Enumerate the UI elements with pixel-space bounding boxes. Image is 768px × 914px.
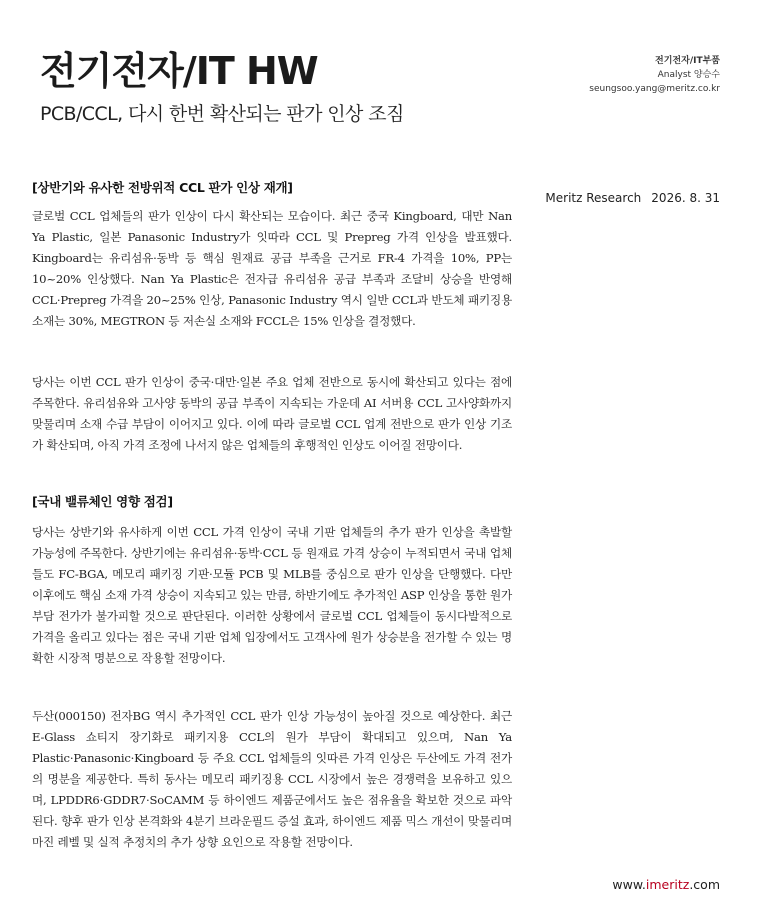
publisher-name: Meritz Research [545,191,642,205]
paragraph-2-1: 당사는 상반기와 유사하게 이번 CCL 가격 인상이 국내 기판 업체들의 추가 판가 인상을 촉발할 가능성에 주목한다. 상반기에는 유리섬유·동박·CCL 등 원재료 가격 상승이 누적되면서 국내 업체들도 FC-BGA, 메모리 패키징 기판·모듈 PCB 및 MLB를 중심으로 판가 인상을 단행했다. 다만 이후에도 핵심 소재 가격 상승이 지속되고 있는 만큼, 하반기에도 추가적인 ASP 인상을 통한 원가 부담 전가가 불가피할 것으로 판단된다. 이러한 상황에서 글로벌 CCL 업체들이 동시다발적으로 가격을 올리고 있다는 점은 국내 기판 업체 입장에서도 고객사에 원가 상승분을 전가할 수 있는 명확한 시장적 명분으로 작용할 전망이다. [32,525,512,665]
paragraph-1-2: 당사는 이번 CCL 판가 인상이 중국·대만·일본 주요 업체 전반으로 동시에 확산되고 있다는 점에 주목한다. 유리섬유와 고사양 동박의 공급 부족이 지속되는 가운데 AI 서버용 CCL 고사양화까지 맞물리며 소재 수급 부담이 이어지고 있다. 이에 따라 글로벌 CCL 업계 전반으로 판가 인상 기조가 확산되며, 아직 가격 조정에 나서지 않은 업체들의 후행적인 인상도 이어질 전망이다. [32,375,512,452]
report-title: PCB/CCL, 다시 한번 확산되는 판가 인상 조짐 [40,103,404,125]
section-heading-1: [상반기와 유사한 전방위적 CCL 판가 인상 재개] [32,180,293,195]
paragraph-2-2: 두산(000150) 전자BG 역시 추가적인 CCL 판가 인상 가능성이 높아질 것으로 예상한다. 최근 E-Glass 쇼티지 장기화로 패키지용 CCL의 원가 부담이 확대되고 있으며, Nan Ya Plastic·Panasonic·Kingboard 등 주요 CCL 업체들의 잇따른 가격 인상은 두산에도 가격 전가의 명분을 제공한다. 특히 동사는 메모리 패키징용 CCL 시장에서 높은 경쟁력을 보유하고 있으며, LPDDR6·GDDR7·SoCAMM 등 하이엔드 제품군에서도 높은 점유율을 확보한 것으로 파악된다. 향후 판가 인상 본격화와 4분기 브라운필드 증설 효과, 하이엔드 제품 믹스 개선이 맞물리며 마진 레벨 및 실적 추정치의 추가 상향 요인으로 작용할 전망이다. [32,709,512,849]
analyst-name: Analyst 양승수 [657,70,720,80]
author-block [589,54,720,96]
analyst-email[interactable]: seungsoo.yang@meritz.co.kr [589,84,720,94]
publish-date: 2026. 8. 31 [651,191,720,205]
footer-url-prefix: www. [612,877,646,892]
footer-url-suffix: .com [689,877,720,892]
footer-url-brand: imeritz [645,877,690,892]
sector-title: 전기전자/IT HW [40,49,318,93]
publish-meta [545,191,720,205]
section-heading-2: [국내 밸류체인 영향 점검] [32,494,173,509]
paragraph-1-1: 글로벌 CCL 업체들의 판가 인상이 다시 확산되는 모습이다. 최근 중국 Kingboard, 대만 Nan Ya Plastic, 일본 Panasonic Industry가 잇따라 CCL 및 Prepreg 가격 인상을 발표했다. Kingboard는 유리섬유·동박 등 핵심 원재료 공급 부족을 근거로 FR-4 가격을 10%, PP는 10~20% 인상했다. Nan Ya Plastic은 전자급 유리섬유 공급 부족과 조달비 상승을 반영해 CCL·Prepreg 가격을 20~25% 인상, Panasonic Industry 역시 일반 CCL과 반도체 패키징용 소재는 30%, MEGTRON 등 저손실 소재와 FCCL은 15% 인상을 결정했다. [32,209,512,328]
sector-label: 전기전자/IT부품 [655,56,720,66]
footer-url[interactable] [612,877,720,892]
